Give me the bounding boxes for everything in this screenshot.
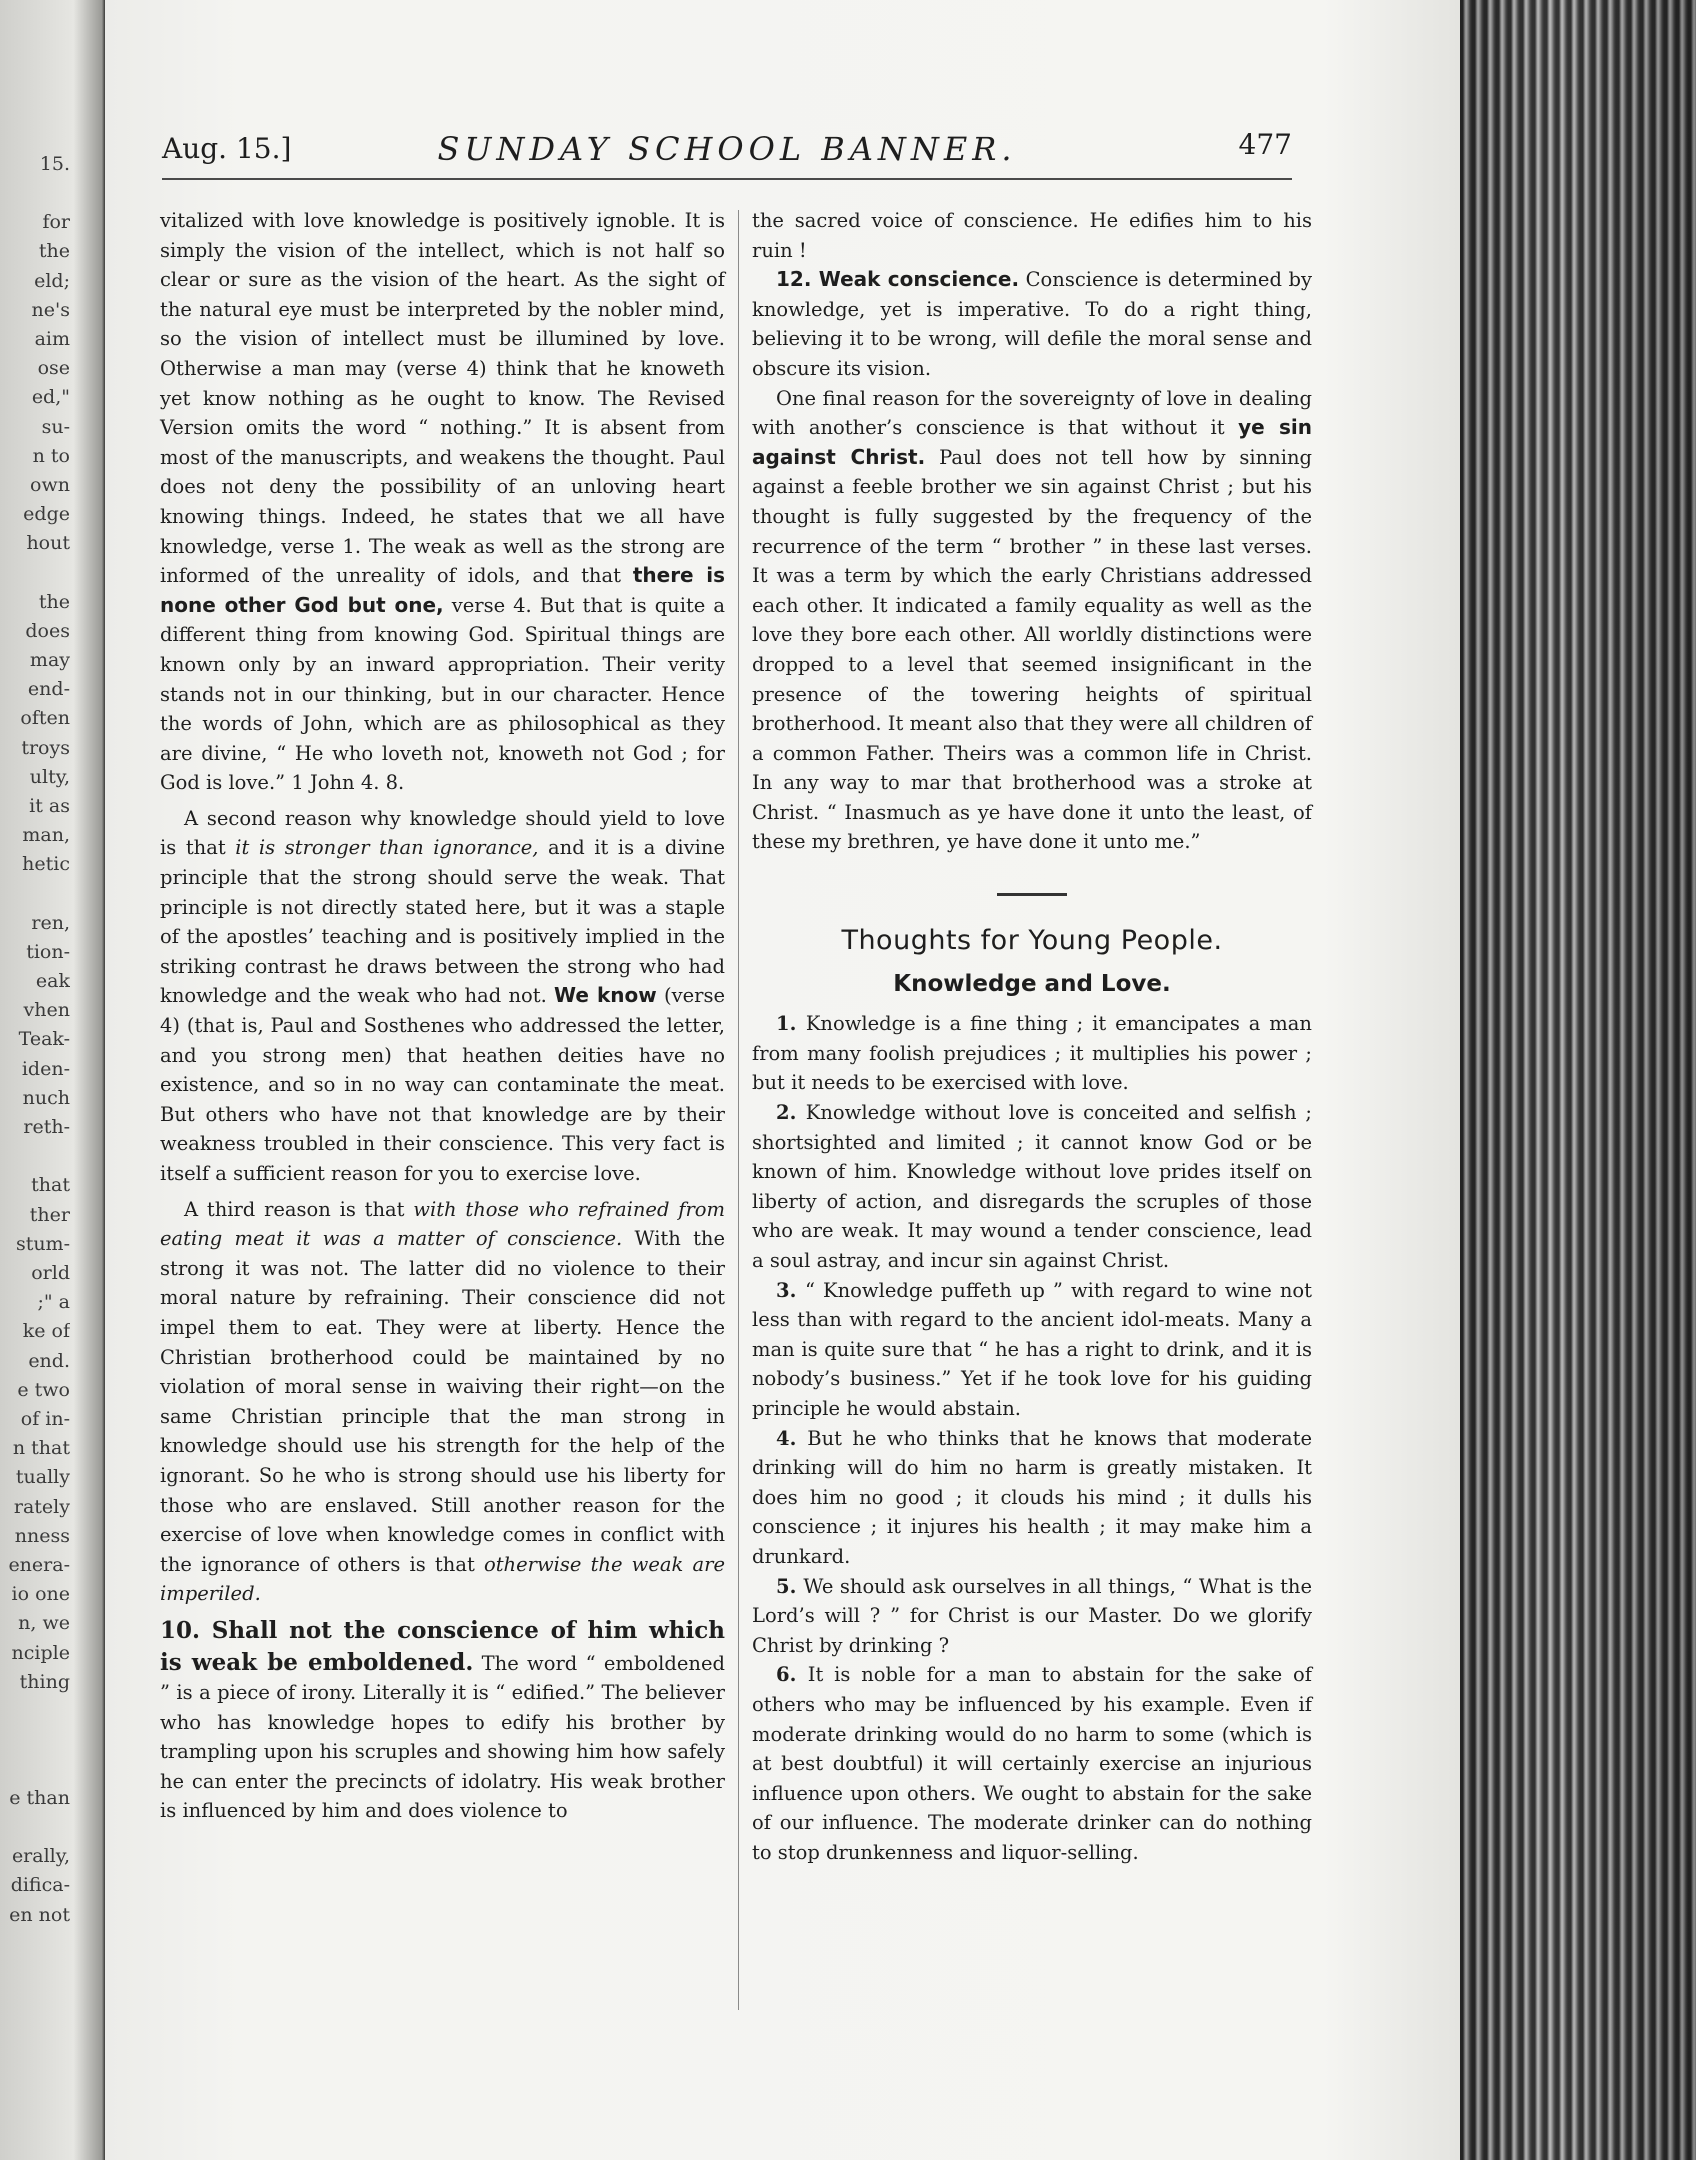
fragment-line: ulty, xyxy=(29,765,70,788)
fragment-line xyxy=(0,880,70,909)
facing-page-fragments xyxy=(0,150,70,2050)
fragment-line: rately xyxy=(13,1495,70,1518)
italic-phrase: with those who refrained from eating meat it was a matter of conscience. xyxy=(160,1197,725,1251)
fragment-line: does xyxy=(25,619,70,642)
fragment-line: the xyxy=(38,240,70,263)
list-item xyxy=(752,1424,1312,1572)
list-item xyxy=(752,1660,1312,1867)
running-header xyxy=(162,128,1292,174)
fragment-line: often xyxy=(20,707,70,730)
fragment-line: hetic xyxy=(22,853,70,876)
fragment-line: stum- xyxy=(15,1232,70,1255)
list-item xyxy=(752,1572,1312,1661)
fragment-line: ne's xyxy=(31,298,70,321)
fragment-line: aim xyxy=(34,328,70,351)
bold-phrase: We know xyxy=(554,983,657,1008)
item-text: But he who thinks that he knows that moderate drinking will do him no harm is greatly mistaken. It does him no good ; it clouds his mind ; it dulls his conscience ; it injures his health ; it may make him a drunkard. xyxy=(752,1426,1312,1568)
fragment-line: n to xyxy=(32,444,70,467)
fragment-line: su- xyxy=(41,415,70,438)
fragment-line: hout xyxy=(26,532,70,555)
fragment-line: e two xyxy=(17,1378,70,1401)
header-title: SUNDAY SCHOOL BANNER. xyxy=(437,130,1017,168)
fragment-line: n that xyxy=(12,1437,70,1460)
fragment-line: ther xyxy=(29,1203,70,1226)
fragment-line: n, we xyxy=(18,1612,70,1635)
fragment-line xyxy=(0,1755,70,1784)
item-text: Knowledge without love is conceited and selfish ; shortsighted and limited ; it cannot know God or be known of him. Knowledge without love prides itself on liberty of action, and disregards the scruples of those who are weak. It may wound a tender conscience, lead a soul astray, and incur sin against Christ. xyxy=(752,1101,1312,1272)
fragment-line: the xyxy=(38,590,70,613)
fragment-line: ed," xyxy=(31,386,70,409)
fragment-line: thing xyxy=(19,1670,70,1693)
item-number: 1. xyxy=(776,1012,806,1036)
fragment-line: nuch xyxy=(22,1086,70,1109)
fragment-line xyxy=(0,1142,70,1171)
column-rule xyxy=(738,210,739,2010)
fragment-line: erally, xyxy=(11,1845,70,1868)
list-item xyxy=(752,1009,1312,1098)
section-title: Thoughts for Young People. xyxy=(841,925,1223,957)
bold-phrase: there is none other God but one, xyxy=(160,563,726,617)
fragment-line: difica- xyxy=(10,1874,70,1897)
item-text: Knowledge is a fine thing ; it emancipates a man from many foolish prejudices ; it multiplies his power ; but it needs to be exercised with love. xyxy=(752,1012,1312,1095)
italic-phrase: it is stronger than ignorance, xyxy=(235,836,539,860)
item-text: We should ask ourselves in all things, “ What is the Lord’s will ? ” for Christ is our Master. Do we glorify Christ by drinking ? xyxy=(752,1574,1312,1657)
left-column xyxy=(160,206,725,1826)
fragment-line: ke of xyxy=(22,1320,70,1343)
fragment-line: eak xyxy=(35,970,70,993)
paragraph: the sacred voice of conscience. He edifies him to his ruin ! xyxy=(752,209,1312,262)
fragment-line: ;" a xyxy=(37,1291,70,1314)
fragment-line: en not xyxy=(9,1903,70,1926)
fragment-line: vhen xyxy=(23,999,70,1022)
right-column xyxy=(752,206,1312,1867)
fragment-line: 15. xyxy=(39,153,70,175)
fragment-line: reth- xyxy=(23,1116,70,1139)
fragment-line: ren, xyxy=(31,911,70,934)
item-text: It is noble for a man to abstain for the sake of others who may be influenced by his example. Even if moderate drinking would do no harm to some (which is at best doubtful) it will certainly exercise an injurious influence upon others. We ought to abstain for the sake of our influence. The moderate drinker can do nothing to stop drunkenness and liquor-selling. xyxy=(752,1663,1312,1864)
fragment-line xyxy=(0,1726,70,1755)
fragment-line: for xyxy=(42,211,70,234)
bold-phrase: ye sin against Christ. xyxy=(752,415,1312,469)
header-rule xyxy=(162,178,1292,180)
item-number: 2. xyxy=(776,1101,806,1125)
list-item xyxy=(752,1098,1312,1276)
book-spine-shade xyxy=(1460,0,1696,2160)
fragment-line xyxy=(0,559,70,588)
section-divider xyxy=(997,893,1067,896)
fragment-line: end- xyxy=(27,678,70,701)
header-date: Aug. 15.] xyxy=(162,132,292,165)
paragraph: A second reason why knowledge should yield to love is that it is stronger than ignorance, and it is a divine principle that the strong should serve the weak. That principle is not directly stated here, but it was a staple of the apostles’ teaching and is positively implied in the striking contrast he draws between the strong who had knowledge and the weak who had not. We know (verse 4) (that is, Paul and Sosthenes who addressed the letter, and you strong men) that heathen deities have no existence, and so in no way can contaminate the meat. But others who have not that knowledge are by their weakness troubled in their conscience. This very fact is itself a sufficient reason for you to exercise love. xyxy=(160,806,726,1185)
fragment-line: own xyxy=(30,474,70,497)
item-number: 6. xyxy=(776,1663,808,1687)
fragment-line: end. xyxy=(28,1349,70,1372)
paragraph: One final reason for the sovereignty of love in dealing with another’s conscience is that without it ye sin against Christ. Paul does not tell how by sinning against a feeble brother we sin against Christ ; but his thought is fully suggested by the frequency of the recurrence of the term “ brother ” in these last verses. It was a term by which the early Christians addressed each other. It indicated a family equality as well as the love they bore each other. All worldly distinctions were dropped to a level that seemed insignificant in the presence of the towering heights of spiritual brotherhood. It meant also that they were all children of a common Father. Theirs was a common life in Christ. In any way to mar that brotherhood was a stroke at Christ. “ Inasmuch as ye have done it unto the least, of these my brethren, ye have done it unto me.” xyxy=(752,386,1312,854)
fragment-line: e than xyxy=(9,1786,70,1809)
numbered-list xyxy=(752,1009,1312,1867)
fragment-line: eld; xyxy=(34,269,70,292)
fragment-line: orld xyxy=(31,1261,70,1284)
fragment-line: of in- xyxy=(20,1407,70,1430)
verse-heading: 12. Weak conscience. xyxy=(776,267,1020,292)
italic-phrase: otherwise the weak are imperiled. xyxy=(160,1552,725,1606)
item-text: “ Knowledge puffeth up ” with regard to wine not less than with regard to the ancient idol-meats. Many a man is quite sure that “ he has a right to drink, and it is nobody’s business.” Yet if he took love for his guiding principle he would abstain. xyxy=(752,1278,1312,1420)
fragment-line xyxy=(0,1813,70,1842)
list-item xyxy=(752,1276,1312,1424)
fragment-line xyxy=(0,1697,70,1726)
fragment-line: edge xyxy=(23,503,70,526)
verse-heading: 10. Shall not the conscience of him which is weak be emboldened. xyxy=(160,1616,725,1676)
item-number: 4. xyxy=(776,1426,808,1450)
fragment-line: io one xyxy=(11,1583,70,1606)
fragment-line: tually xyxy=(15,1466,70,1489)
paragraph: A third reason is that with those who refrained from eating meat it was a matter of conscience. With the strong it was not. The latter did no violence to their moral nature by refraining. Their conscience did not impel them to eat. They were at liberty. Hence the Christian brotherhood could be maintained by no violation of moral sense in waiving their right—on the same Christian principle that the man strong in knowledge should use his strength for the help of the ignorant. So he who is strong should use his liberty for those who are enslaved. Still another reason for the exercise of love when knowledge comes in conflict with the ignorance of others is that otherwise the weak are imperiled. xyxy=(160,1197,726,1606)
fragment-line: Teak- xyxy=(18,1028,70,1051)
paragraph: 12. Weak conscience. Conscience is determined by knowledge, yet is imperative. To do a right thing, believing it to be wrong, will defile the moral sense and obscure its vision. xyxy=(752,267,1313,380)
fragment-line: that xyxy=(31,1174,70,1197)
fragment-line: troys xyxy=(21,736,70,759)
fragment-line: may xyxy=(29,649,70,672)
section-subtitle: Knowledge and Love. xyxy=(893,970,1171,997)
fragment-line: it as xyxy=(29,795,70,818)
fragment-line: tion- xyxy=(26,940,70,963)
fragment-line: nness xyxy=(14,1524,70,1547)
fragment-line: enera- xyxy=(8,1553,70,1576)
paragraph: vitalized with love knowledge is positively ignoble. It is simply the vision of the intellect, which is not half so clear or sure as the vision of the heart. As the sight of the natural eye must be interpreted by the nobler mind, so the vision of intellect must be illumined by love. Otherwise a man may (verse 4) think that he knoweth yet know nothing as he ought to know. The Revised Version omits the word “ nothing.” It is absent from most of the manuscripts, and weakens the thought. Paul does not deny the possibility of an unloving heart knowing things. Indeed, he states that we all have knowledge, verse 1. The weak as well as the strong are informed of the unreality of idols, and that there is none other God but one, verse 4. But that is quite a different thing from knowing God. Spiritual things are known only by an inward appropriation. Their verity stands not in our thinking, but in our character. Hence the words of John, which are as philosophical as they are divine, “ He who loveth not, knoweth not God ; for God is love.” 1 John 4. 8. xyxy=(160,209,726,795)
fragment-line xyxy=(0,179,70,208)
item-number: 3. xyxy=(776,1278,806,1302)
paragraph: 10. Shall not the conscience of him which is weak be emboldened. The word “ emboldened ” is a piece of irony. Literally it is “ edified.” The believer who has knowledge hopes to edify his brother by trampling upon his scruples and showing him how safely he can enter the precincts of idolatry. His weak brother is influenced by him and does violence to xyxy=(160,1616,725,1823)
fragment-line: iden- xyxy=(21,1057,70,1080)
header-page-number: 477 xyxy=(1238,128,1292,161)
fragment-line: man, xyxy=(22,824,70,847)
fragment-line: ose xyxy=(37,357,70,380)
fragment-line: nciple xyxy=(11,1641,70,1664)
item-number: 5. xyxy=(776,1574,804,1598)
